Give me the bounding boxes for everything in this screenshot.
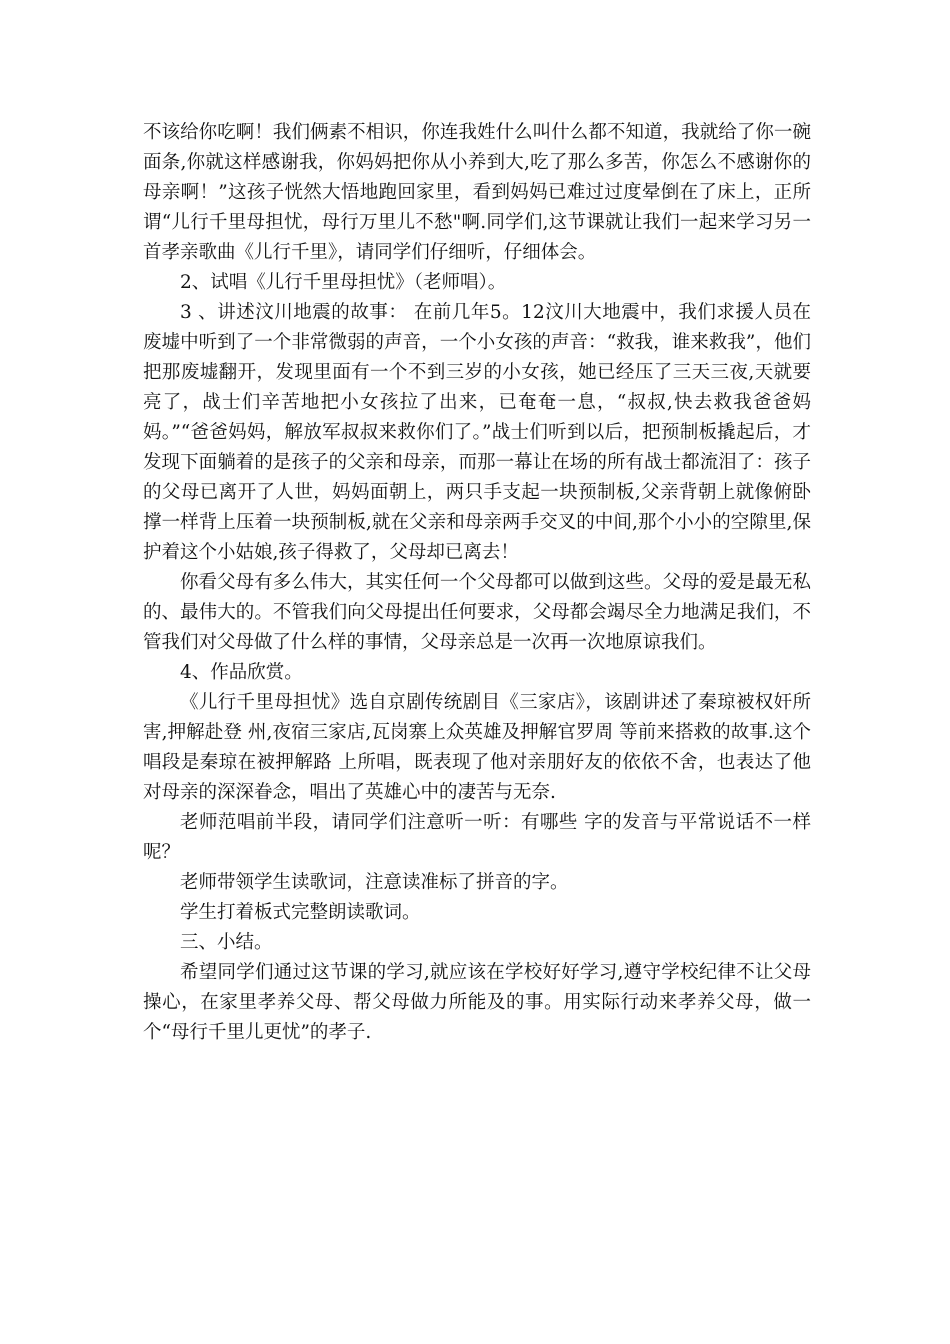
paragraph-recite-lyrics: 学生打着板式完整朗读歌词。 [180, 902, 421, 923]
paragraph-story-ending: 不该给你吃啊！我们俩素不相识，你连我姓什么叫什么都不知道，我就给了你一碗面条,你就这样感谢我，你妈妈把你从小养到大,吃了那么多苦，你怎么不感谢你的母亲啊！”这孩子恍然大悟地跑回家里，看到妈妈已难过过度晕倒在了床上，正所谓“儿行千里母担忧，母行万里儿不愁"啊.同学们,这节课就让我们一起来学习另一首孝亲歌曲《儿行千里》，请同学们仔细听，仔细体会。 [143, 122, 811, 263]
paragraph-work-intro: 《儿行千里母担忧》选自京剧传统剧目《三家店》，该剧讲述了秦琼被权奸所害,押解赴登 州,夜宿三家店,瓦岗寨上众英雄及押解官罗周 等前来搭救的故事.这个唱段是秦琼在被押解路 上所唱，既表现了他对亲朋好友的依依不舍，也表达了他对母亲的深深眷念，唱出了英雄心中的凄苦与无奈. [143, 692, 811, 803]
paragraph-parents-love: 你看父母有多么伟大，其实任何一个父母都可以做到这些。父母的爱是最无私的、最伟大的。不管我们向父母提出任何要求，父母都会竭尽全力地满足我们，不管我们对父母做了什么样的事情，父母亲总是一次再一次地原谅我们。 [143, 572, 811, 653]
paragraph-trial-singing: 2、试唱《儿行千里母担忧》（老师唱）。 [180, 272, 507, 293]
paragraph-conclusion: 希望同学们通过这节课的学习,就应该在学校好好学习,遵守学校纪律不让父母操心，在家里孝养父母、帮父母做力所能及的事。用实际行动来孝养父母，做一个“母行千里儿更忧”的孝子. [143, 962, 811, 1043]
paragraph-read-lyrics: 老师带领学生读歌词，注意读准标了拼音的字。 [180, 872, 569, 893]
document-body [143, 118, 811, 1048]
paragraph-wenchuan-story: 3 、讲述汶川地震的故事： 在前几年5。12汶川大地震中，我们求援人员在废墟中听到了一个非常微弱的声音，一个小女孩的声音：“救我，谁来救我”，他们把那废墟翻开，发现里面有一个不到三岁的小女孩，她已经压了三天三夜,天就要亮了，战士们辛苦地把小女孩拉了出来，已奄奄一息，“叔叔,快去救我爸爸妈妈。”“爸爸妈妈，解放军叔叔来救你们了。”战士们听到以后，把预制板撬起后，才发现下面躺着的是孩子的父亲和母亲，而那一幕让在场的所有战士都流泪了：孩子的父母已离开了人世，妈妈面朝上，两只手支起一块预制板,父亲背朝上就像俯卧撑一样背上压着一块预制板,就在父亲和母亲两手交叉的中间,那个小小的空隙里,保护着这个小姑娘,孩子得救了，父母却已离去！ [143, 302, 811, 563]
section-heading-summary: 三、小结。 [180, 932, 273, 953]
section-heading-appreciation: 4、作品欣赏。 [180, 662, 303, 683]
paragraph-teacher-demo: 老师范唱前半段，请同学们注意听一听：有哪些 字的发音与平常说话不一样呢？ [143, 812, 811, 863]
